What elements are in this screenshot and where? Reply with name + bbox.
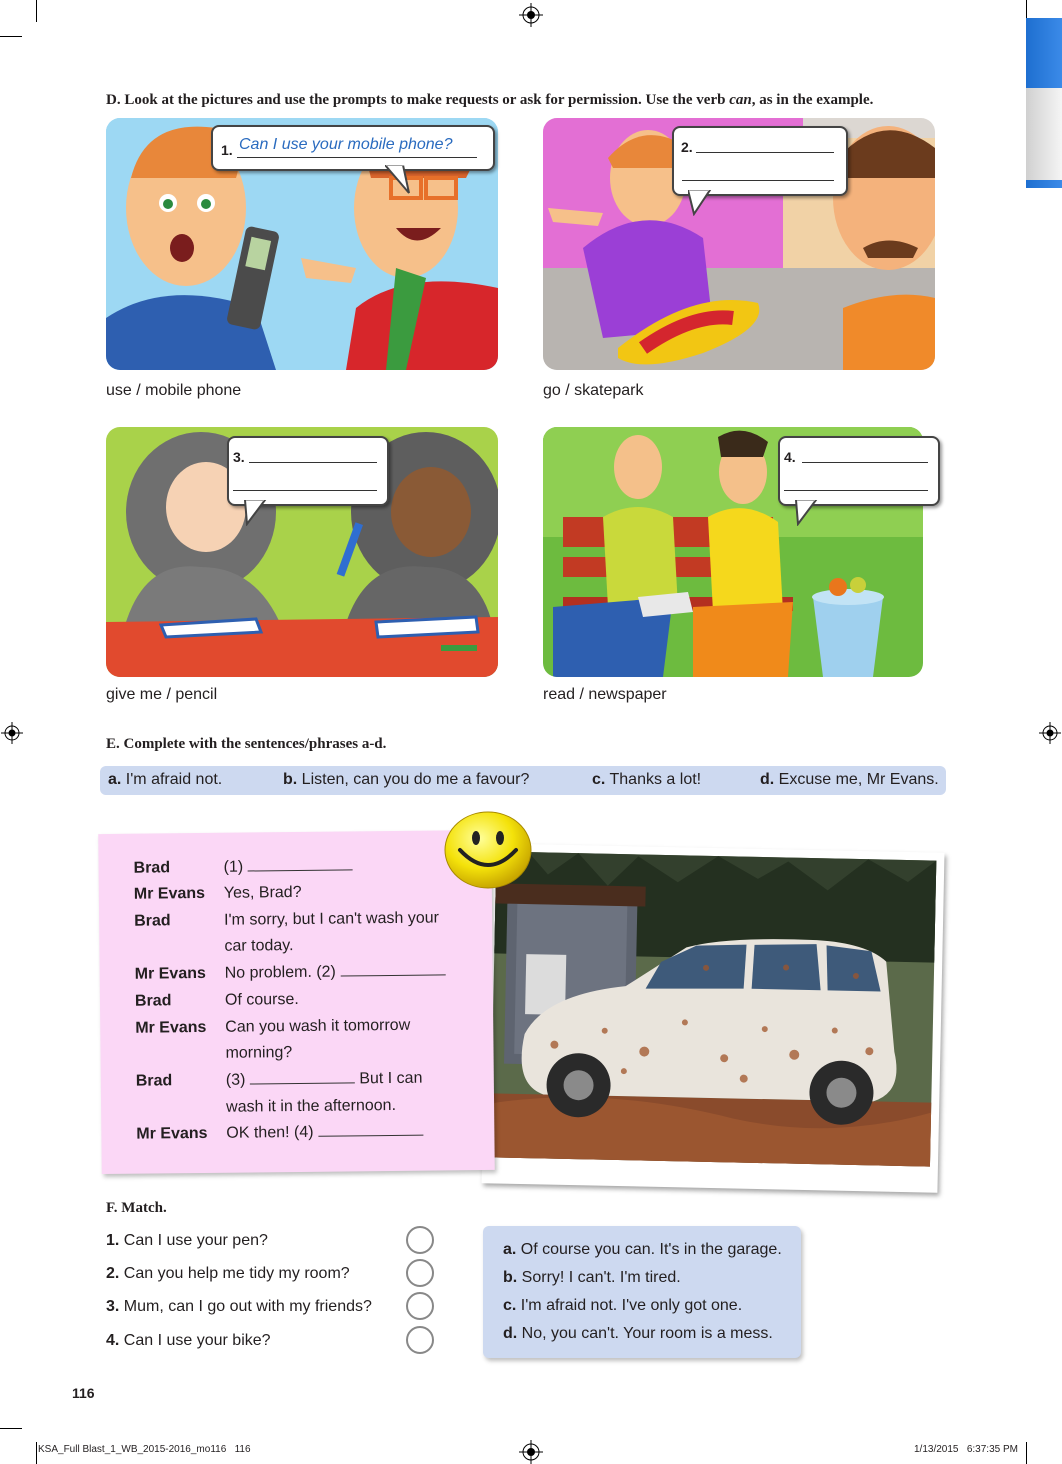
speech-bubble-3 xyxy=(227,436,389,506)
speaker: Mr Evans xyxy=(136,1124,208,1143)
muddy-car-photo xyxy=(481,843,944,1192)
panel-2-caption: go / skatepark xyxy=(543,382,644,399)
bubble-number: 2. xyxy=(681,139,693,155)
side-tab-grey xyxy=(1026,88,1062,180)
registration-mark-icon xyxy=(519,1440,543,1464)
section-d-instruction: D. Look at the pictures and use the prompts to make requests or ask for permission. Use the verb can, as in the example. xyxy=(106,92,874,108)
registration-mark-icon xyxy=(1,722,23,744)
crop-mark xyxy=(36,0,37,22)
match-answers-box xyxy=(483,1226,801,1358)
match-answer: c. I'm afraid not. I've only got one. xyxy=(503,1297,743,1314)
speaker xyxy=(134,938,224,939)
muddy-car-image xyxy=(481,843,944,1192)
answer-circle[interactable] xyxy=(406,1259,434,1287)
bubble-tail xyxy=(688,190,718,216)
speaker: Mr Evans xyxy=(133,884,206,903)
answer-line xyxy=(249,462,377,463)
speaker: Brad xyxy=(133,859,171,877)
answer-line xyxy=(784,490,928,491)
answer-circle[interactable] xyxy=(406,1226,434,1254)
line-text: (1) xyxy=(223,857,352,876)
match-question: 2. Can you help me tidy my room? xyxy=(106,1265,350,1282)
bubble-number: 1. xyxy=(221,142,233,158)
line-text: Yes, Brad? xyxy=(223,883,302,902)
speaker xyxy=(136,1099,226,1100)
section-f-instruction: F. Match. xyxy=(106,1200,167,1216)
bubble-number: 4. xyxy=(784,449,796,465)
crop-mark xyxy=(36,1442,37,1464)
panel-3-caption: give me / pencil xyxy=(106,686,218,703)
answer-line xyxy=(696,152,834,153)
speaker: Brad xyxy=(134,992,172,1010)
speech-bubble-2 xyxy=(672,126,848,196)
page-number: 116 xyxy=(72,1385,95,1401)
crop-mark xyxy=(1026,1442,1027,1464)
line-text: No problem. (2) xyxy=(225,962,446,982)
bubble-tail xyxy=(385,165,415,195)
line-text: (3) But I can xyxy=(225,1069,423,1089)
panel-4-caption: read / newspaper xyxy=(543,686,667,703)
answer-blank[interactable] xyxy=(340,962,445,976)
smiley-face-icon xyxy=(442,808,534,890)
options-bar xyxy=(100,766,946,795)
crop-mark xyxy=(0,36,22,37)
match-question: 1. Can I use your pen? xyxy=(106,1232,268,1249)
speaker: Brad xyxy=(134,912,171,930)
speaker: Brad xyxy=(135,1072,173,1090)
answer-blank[interactable] xyxy=(250,1070,355,1084)
section-e-instruction: E. Complete with the sentences/phrases a-d. xyxy=(106,736,387,752)
bubble-tail xyxy=(794,500,824,526)
answer-circle[interactable] xyxy=(406,1326,434,1354)
option-b: b. Listen, can you do me a favour? xyxy=(283,771,530,788)
line-text: morning? xyxy=(225,1044,293,1062)
speech-bubble-4 xyxy=(778,436,940,506)
example-answer: Can I use your mobile phone? xyxy=(239,136,453,153)
answer-line xyxy=(237,157,477,158)
answer-line xyxy=(802,462,928,463)
footer-timestamp: 1/13/2015 6:37:35 PM xyxy=(914,1444,1018,1455)
registration-mark-icon xyxy=(1,0,25,24)
answer-line xyxy=(233,490,377,491)
footer-file: KSA_Full Blast_1_WB_2015-2016_mo116 116 xyxy=(38,1444,251,1455)
panel-1-caption: use / mobile phone xyxy=(106,382,242,399)
bubble-tail xyxy=(243,500,273,526)
dialogue-box xyxy=(98,830,495,1174)
speaker xyxy=(135,1045,225,1046)
line-text: OK then! (4) xyxy=(226,1123,423,1143)
crop-mark xyxy=(0,1428,22,1429)
option-a: a. I'm afraid not. xyxy=(108,771,223,788)
match-answer: b. Sorry! I can't. I'm tired. xyxy=(503,1269,681,1286)
registration-mark-icon xyxy=(519,3,543,27)
option-d: d. Excuse me, Mr Evans. xyxy=(760,771,939,788)
answer-blank[interactable] xyxy=(248,857,353,871)
match-question: 4. Can I use your bike? xyxy=(106,1332,271,1349)
speaker: Mr Evans xyxy=(134,964,206,983)
line-text: Can you wash it tomorrow xyxy=(225,1016,411,1036)
bubble-number: 3. xyxy=(233,449,245,465)
line-text: Of course. xyxy=(224,990,299,1009)
option-c: c. Thanks a lot! xyxy=(592,771,702,788)
registration-mark-icon xyxy=(1039,722,1061,744)
line-text: wash it in the afternoon. xyxy=(226,1096,397,1116)
speech-bubble-1 xyxy=(211,125,495,171)
speaker: Mr Evans xyxy=(135,1018,207,1037)
answer-circle[interactable] xyxy=(406,1292,434,1320)
answer-line xyxy=(682,180,834,181)
match-answer: d. No, you can't. Your room is a mess. xyxy=(503,1325,773,1342)
match-answer: a. Of course you can. It's in the garage. xyxy=(503,1241,782,1258)
line-text: I'm sorry, but I can't wash your xyxy=(224,909,439,929)
match-question: 3. Mum, can I go out with my friends? xyxy=(106,1298,372,1315)
answer-blank[interactable] xyxy=(318,1123,423,1137)
line-text: car today. xyxy=(224,937,294,955)
